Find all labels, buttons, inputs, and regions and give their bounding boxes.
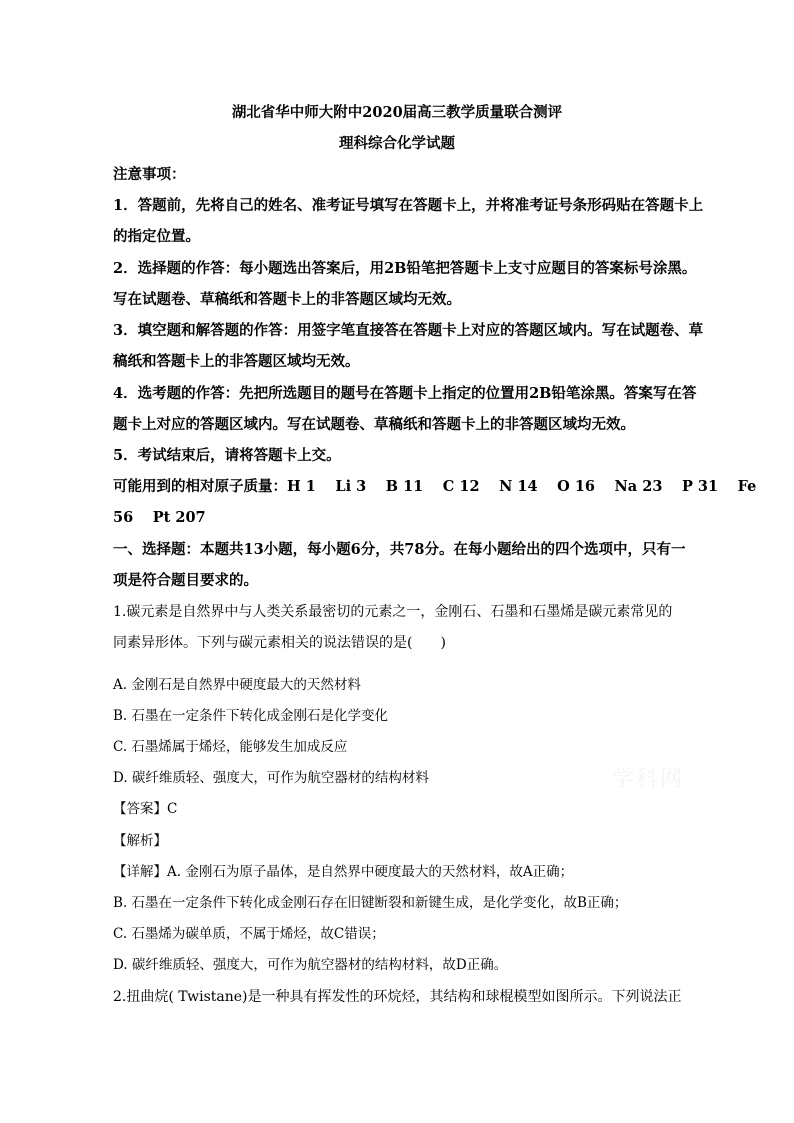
notice-line: 题卡上对应的答题区域内。写在试题卷、草稿纸和答题卡上的非答题区域均无效。: [113, 416, 635, 433]
notice-line: 1．答题前，先将自己的姓名、准考证号填写在答题卡上，并将准考证号条形码贴在答题卡上: [113, 197, 704, 214]
notice-line: 4．选考题的作答：先把所选题目的题号在答题卡上指定的位置用2B铅笔涂黑。答案写在答: [113, 385, 697, 402]
analysis-label: 【解析】: [113, 833, 167, 849]
document-title: 湖北省华中师大附中2020届高三教学质量联合测评: [231, 104, 563, 121]
question-stem: 1.碳元素是自然界中与人类关系最密切的元素之一，金刚石、石墨和石墨烯是碳元素常见的: [113, 604, 673, 620]
notice-line: 写在试题卷、草稿纸和答题卡上的非答题区域均无效。: [113, 291, 461, 308]
notice-heading: 注意事项：: [113, 166, 186, 183]
detail-line: C. 石墨烯为碳单质，不属于烯烃，故C错误；: [113, 926, 385, 942]
notice-line: 稿纸和答题卡上的非答题区域均无效。: [113, 353, 360, 370]
section-heading: 项是符合题目要求的。: [113, 572, 258, 589]
notice-line: 2．选择题的作答：每小题选出答案后，用2B铅笔把答题卡上支寸应题目的答案标号涂黑。: [113, 260, 697, 277]
section-heading: 一、选择题：本题共13小题，每小题6分，共78分。在每小题给出的四个选项中，只有一: [113, 541, 686, 558]
detail-line: B. 石墨在一定条件下转化成金刚石存在旧键断裂和新键生成，是化学变化，故B正确；: [113, 895, 628, 911]
option-c: C. 石墨烯属于烯烃，能够发生加成反应: [113, 739, 348, 755]
detail-line: 【详解】A. 金刚石为原子晶体，是自然界中硬度最大的天然材料，故A正确；: [113, 864, 574, 880]
notice-line: 3．填空题和解答题的作答：用签字笔直接答在答题卡上对应的答题区域内。写在试题卷、草: [113, 322, 704, 339]
option-a: A. 金刚石是自然界中硬度最大的天然材料: [113, 677, 361, 693]
answer-label: 【答案】C: [113, 801, 178, 817]
detail-line: D. 碳纤维质轻、强度大，可作为航空器材的结构材料，故D正确。: [113, 957, 508, 973]
question-stem: 同素异形体。下列与碳元素相关的说法错误的是( ): [113, 635, 446, 651]
atomic-mass-line: 56 Pt 207: [113, 509, 206, 526]
atomic-mass-line: 可能用到的相对原子质量：H 1 Li 3 B 11 C 12 N 14 O 16 Na 23 P 31 Fe: [113, 478, 757, 495]
document-subtitle: 理科综合化学试题: [339, 135, 455, 152]
question-stem: 2.扭曲烷( Twistane)是一种具有挥发性的环烷烃，其结构和球棍模型如图所示。下列说法正: [113, 989, 682, 1005]
option-d: D. 碳纤维质轻、强度大，可作为航空器材的结构材料: [113, 770, 429, 786]
watermark: 学科网: [612, 767, 685, 792]
notice-line: 5．考试结束后，请将答题卡上交。: [113, 447, 341, 464]
notice-line: 的指定位置。: [113, 228, 200, 245]
option-b: B. 石墨在一定条件下转化成金刚石是化学变化: [113, 708, 389, 724]
